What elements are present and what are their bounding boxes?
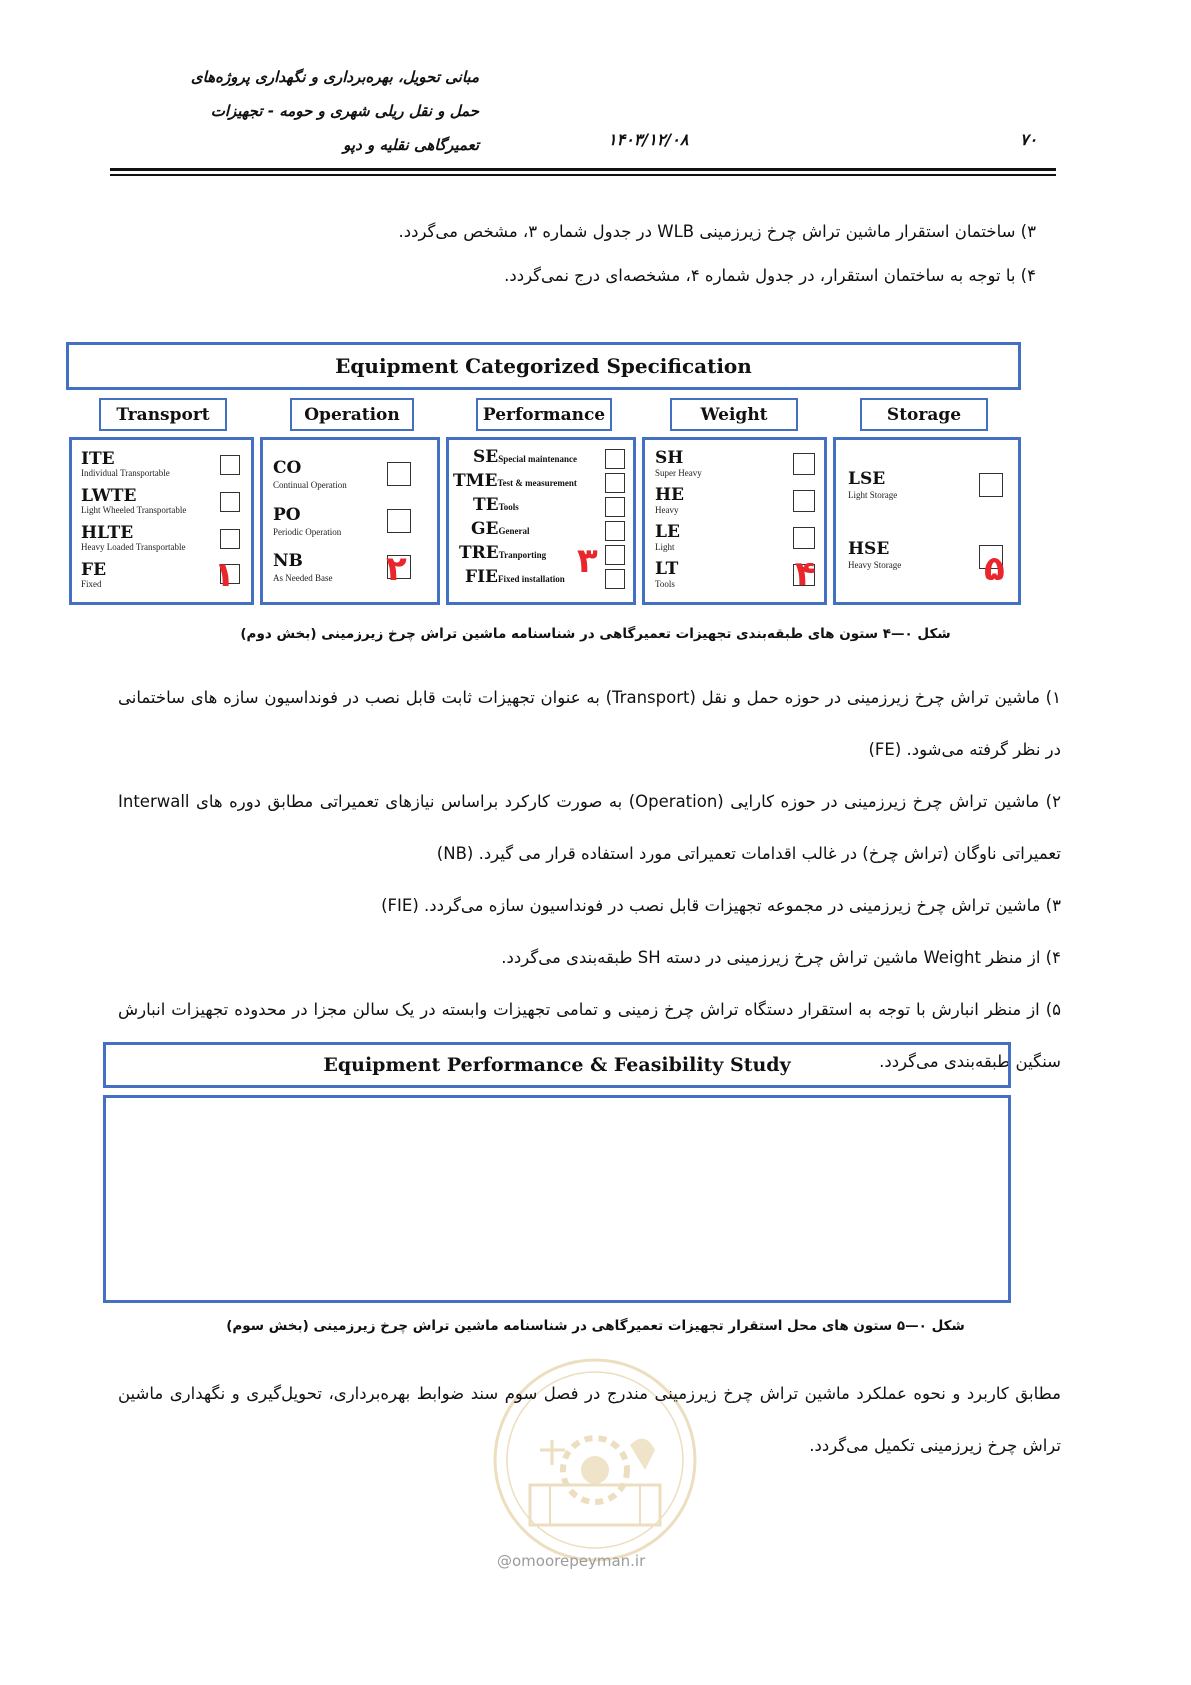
code-fie: FIEFixed installation (465, 567, 565, 587)
checkbox-lse[interactable] (979, 473, 1003, 497)
code-tre: TRETranporting (459, 543, 547, 563)
desc-he: Heavy (655, 505, 679, 515)
paragraph-1: ۱) ماشین تراش چرخ زیرزمینی در حوزه حمل و نقل (Transport) به عنوان تجهیزات ثابت قابل نصب در فونداسیون سازه های ساختمانی در نظر گرفته می‌شود. (FE) (118, 688, 1061, 759)
checkbox-ite[interactable] (220, 455, 240, 475)
checkbox-co[interactable] (387, 462, 411, 486)
checkbox-po[interactable] (387, 509, 411, 533)
code-tme: TMETest & measurement (453, 471, 577, 491)
storage-column (833, 437, 1021, 605)
header-line-1: مبانی تحویل، بهره‌برداری و نگهداری پروژه‌های (190, 68, 479, 86)
desc-te: Tools (498, 502, 519, 512)
document-header-title (134, 60, 479, 162)
desc-co: Continual Operation (273, 480, 347, 490)
desc-nb: As Needed Base (273, 573, 333, 583)
desc-hse: Heavy Storage (848, 560, 902, 570)
checkbox-ge[interactable] (605, 521, 625, 541)
code-le: LE (655, 522, 680, 542)
marker-2: ۲ (386, 549, 407, 589)
desc-tme: Test & measurement (497, 478, 577, 488)
figure2-title: Equipment Performance & Feasibility Study (103, 1042, 1011, 1088)
code-nb: NB (273, 551, 303, 571)
page-number: ۷۰ (1020, 130, 1038, 149)
paragraph-3: ۳) ماشین تراش چرخ زیرزمینی در مجموعه تجهیزات قابل نصب در فونداسیون سازه می‌گردد. (FIE) (381, 896, 1061, 915)
body-paragraphs (118, 672, 1061, 1088)
desc-sh: Super Heavy (655, 468, 702, 478)
code-ge: GEGeneral (471, 519, 530, 539)
marker-1: ۱ (214, 555, 235, 595)
header-line-2: حمل و نقل ریلی شهری و حومه - تجهیزات (210, 102, 479, 120)
watermark-site: @omoorepeyman.ir (497, 1552, 646, 1570)
code-lwte: LWTE (81, 486, 137, 506)
checkbox-lwte[interactable] (220, 492, 240, 512)
paragraph-4: ۴) از منظر Weight ماشین تراش چرخ زیرزمینی در دسته SH طبقه‌بندی می‌گردد. (501, 948, 1061, 967)
desc-le: Light (655, 542, 675, 552)
code-fe: FE (81, 560, 107, 580)
desc-ite: Individual Transportable (81, 468, 170, 478)
checkbox-tre[interactable] (605, 545, 625, 565)
marker-4: ۴ (795, 554, 816, 594)
header-date: ۱۴۰۳/۱۲/۰۸ (608, 130, 689, 149)
intro-item-4: ۴) با توجه به ساختمان استقرار، در جدول شماره ۴، مشخصه‌ای درج نمی‌گردد. (504, 266, 1036, 285)
desc-fie: Fixed installation (497, 574, 565, 584)
intro-item-3: ۳) ساختمان استقرار ماشین تراش چرخ زیرزمینی WLB در جدول شماره ۳، مشخص می‌گردد. (398, 222, 1036, 241)
desc-po: Periodic Operation (273, 527, 342, 537)
closing-paragraph: مطابق کاربرد و نحوه عملکرد ماشین تراش چرخ زیرزمینی مندرج در فصل سوم سند ضوابط بهره‌برداری، تحویل‌گیری و نگهداری ماشین تراش چرخ زیرزمینی تکمیل می‌گردد. (118, 1384, 1061, 1455)
code-sh: SH (655, 448, 684, 468)
code-te: TETools (473, 495, 519, 515)
marker-3: ۳ (577, 541, 598, 581)
performance-header: Performance (476, 398, 612, 431)
operation-header: Operation (290, 398, 414, 431)
code-co: CO (273, 458, 302, 478)
checkbox-fie-checked[interactable] (605, 569, 625, 589)
weight-column (642, 437, 827, 605)
header-rule-thin (110, 174, 1056, 176)
desc-lse: Light Storage (848, 490, 898, 500)
checkbox-he[interactable] (793, 490, 815, 512)
code-he: HE (655, 485, 685, 505)
desc-fe: Fixed (81, 579, 102, 589)
desc-lwte: Light Wheeled Transportable (81, 505, 187, 515)
transport-column (69, 437, 254, 605)
marker-5: ۵ (984, 549, 1005, 589)
desc-hlte: Heavy Loaded Transportable (81, 542, 186, 552)
desc-se: Special maintenance (498, 454, 577, 464)
code-lt: LT (655, 559, 679, 579)
checkbox-tme[interactable] (605, 473, 625, 493)
paragraph-2: ۲) ماشین تراش چرخ زیرزمینی در حوزه کارایی (Operation) به صورت کارکرد براساس نیازهای تعمیراتی مطابق دوره های Interwall تعمیراتی ناوگان (تراش چرخ) در غالب اقدامات تعمیراتی مورد استفاده قرار می گیرد. (NB) (118, 792, 1061, 863)
checkbox-te[interactable] (605, 497, 625, 517)
desc-lt: Tools (655, 579, 675, 589)
header-line-3: تعمیرگاهی نقلیه و دپو (343, 136, 479, 154)
checkbox-se[interactable] (605, 449, 625, 469)
code-po: PO (273, 505, 301, 525)
paragraph-5: ۵) از منظر انبارش با توجه به استقرار دستگاه تراش چرخ زمینی و تمامی تجهیزات وابسته در یک سالن مجزا در محدوده تجهیزات انبارش سنگین طبقه‌بندی می‌گردد. (118, 1000, 1061, 1071)
transport-header: Transport (99, 398, 227, 431)
checkbox-hlte[interactable] (220, 529, 240, 549)
code-ite: ITE (81, 449, 115, 469)
figure1-title: Equipment Categorized Specification (66, 342, 1021, 390)
desc-tre: Tranporting (498, 550, 547, 560)
checkbox-sh-checked[interactable] (793, 453, 815, 475)
figure2-empty-box (103, 1095, 1011, 1303)
weight-header: Weight (670, 398, 798, 431)
code-hlte: HLTE (81, 523, 134, 543)
storage-header: Storage (860, 398, 988, 431)
header-rule-thick (110, 168, 1056, 171)
code-se: SESpecial maintenance (473, 447, 577, 467)
code-lse: LSE (848, 469, 886, 489)
performance-column (446, 437, 636, 605)
figure1-caption: شکل ۰—۴ ستون های طبقه‌بندی تجهیزات تعمیرگاهی در شناسنامه ماشین تراش چرخ زیرزمینی (بخش دوم) (240, 626, 951, 642)
code-hse: HSE (848, 539, 890, 559)
operation-column (260, 437, 440, 605)
figure2-caption: شکل ۰—۵ ستون های محل استقرار تجهیزات تعمیرگاهی در شناسنامه ماشین تراش چرخ زیرزمینی (بخش سوم) (226, 1318, 965, 1334)
desc-ge: General (498, 526, 530, 536)
checkbox-le[interactable] (793, 527, 815, 549)
